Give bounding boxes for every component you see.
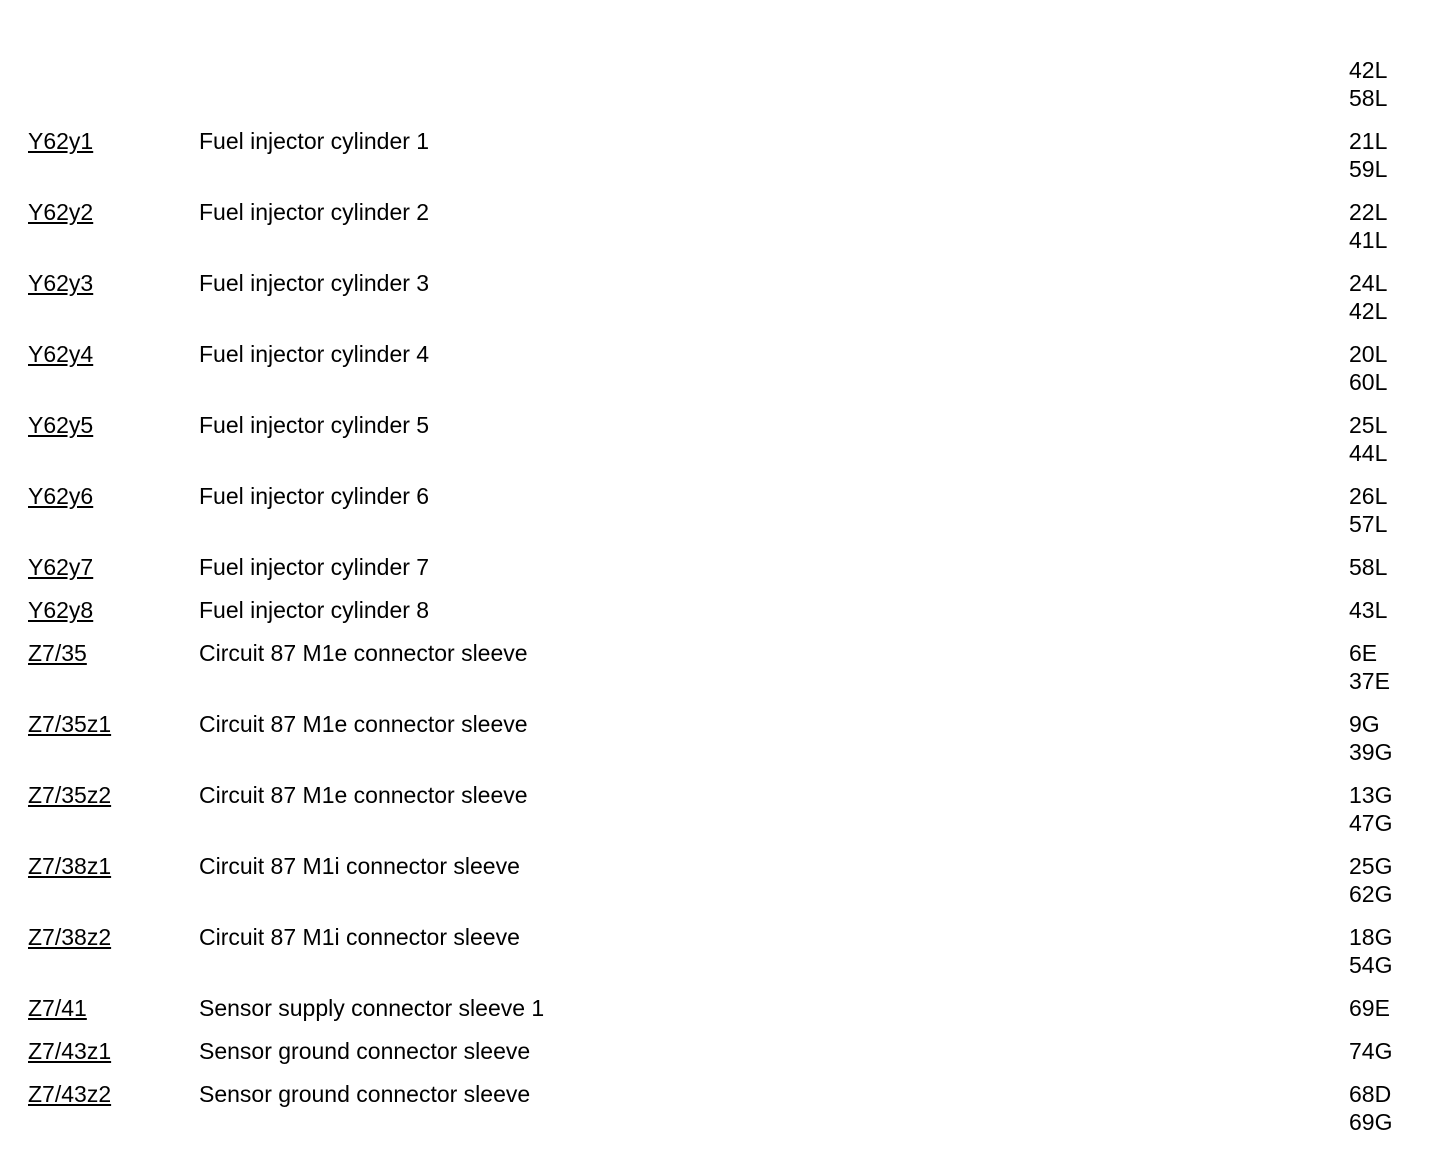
grid-location: 58L xyxy=(1349,85,1388,111)
grid-location: 68D xyxy=(1349,1081,1392,1107)
list-item xyxy=(0,127,1456,198)
grid-location: 21L xyxy=(1349,128,1388,154)
grid-location: 22L xyxy=(1349,199,1388,225)
component-code-link[interactable]: Z7/38z2 xyxy=(28,924,112,950)
component-description: Fuel injector cylinder 4 xyxy=(199,341,430,367)
grid-location: 62G xyxy=(1349,881,1393,907)
grid-location: 24L xyxy=(1349,270,1388,296)
list-item xyxy=(0,198,1456,269)
component-code-link[interactable]: Z7/43z2 xyxy=(28,1081,112,1107)
grid-locations xyxy=(1349,340,1387,396)
grid-location: 37E xyxy=(1349,668,1390,694)
grid-location: 60L xyxy=(1349,369,1388,395)
component-code-link[interactable]: Y62y3 xyxy=(28,270,94,296)
list-item xyxy=(0,56,1456,127)
grid-location: 42L xyxy=(1349,57,1388,83)
component-code-link[interactable]: Y62y4 xyxy=(28,341,94,367)
component-code-link[interactable]: Y62y1 xyxy=(28,128,94,154)
component-description: Fuel injector cylinder 3 xyxy=(199,270,430,296)
grid-locations xyxy=(1349,411,1387,467)
component-description: Circuit 87 M1i connector sleeve xyxy=(199,853,520,879)
component-description: Fuel injector cylinder 2 xyxy=(199,199,430,225)
component-code-link[interactable]: Y62y2 xyxy=(28,199,94,225)
grid-location: 25L xyxy=(1349,412,1388,438)
component-description: Fuel injector cylinder 5 xyxy=(199,412,430,438)
list-item xyxy=(0,340,1456,411)
component-description: Circuit 87 M1e connector sleeve xyxy=(199,711,528,737)
component-code-link[interactable]: Z7/35 xyxy=(28,640,87,666)
list-item xyxy=(0,411,1456,482)
component-code-link[interactable]: Z7/35z2 xyxy=(28,782,112,808)
component-list xyxy=(0,56,1456,1151)
grid-locations xyxy=(1349,781,1392,837)
list-item xyxy=(0,781,1456,852)
grid-locations xyxy=(1349,994,1390,1022)
list-item xyxy=(0,269,1456,340)
grid-locations xyxy=(1349,127,1387,183)
grid-locations xyxy=(1349,1080,1392,1136)
grid-location: 26L xyxy=(1349,483,1388,509)
grid-location: 39G xyxy=(1349,739,1393,765)
grid-location: 69G xyxy=(1349,1109,1393,1135)
grid-location: 20L xyxy=(1349,341,1388,367)
component-code-link[interactable]: Y62y6 xyxy=(28,483,94,509)
grid-locations xyxy=(1349,923,1392,979)
component-code-link[interactable]: Y62y5 xyxy=(28,412,94,438)
grid-locations xyxy=(1349,710,1392,766)
component-description: Sensor ground connector sleeve xyxy=(199,1081,531,1107)
list-item xyxy=(0,553,1456,596)
grid-locations xyxy=(1349,269,1387,325)
component-code-link[interactable]: Z7/38z1 xyxy=(28,853,112,879)
grid-location: 74G xyxy=(1349,1038,1393,1064)
grid-location: 41L xyxy=(1349,227,1388,253)
list-item xyxy=(0,1080,1456,1151)
list-item xyxy=(0,1037,1456,1080)
grid-location: 47G xyxy=(1349,810,1393,836)
grid-locations xyxy=(1349,198,1387,254)
list-item xyxy=(0,923,1456,994)
grid-locations xyxy=(1349,482,1387,538)
grid-location: 43L xyxy=(1349,597,1388,623)
component-code-link[interactable]: Z7/35z1 xyxy=(28,711,112,737)
list-item xyxy=(0,994,1456,1037)
grid-location: 13G xyxy=(1349,782,1393,808)
component-description: Fuel injector cylinder 6 xyxy=(199,483,430,509)
component-description: Fuel injector cylinder 1 xyxy=(199,128,430,154)
grid-locations xyxy=(1349,852,1392,908)
grid-location: 54G xyxy=(1349,952,1393,978)
list-item xyxy=(0,639,1456,710)
grid-location: 44L xyxy=(1349,440,1388,466)
component-description: Circuit 87 M1e connector sleeve xyxy=(199,782,528,808)
grid-locations xyxy=(1349,639,1390,695)
grid-location: 18G xyxy=(1349,924,1393,950)
grid-location: 42L xyxy=(1349,298,1388,324)
grid-location: 69E xyxy=(1349,995,1390,1021)
grid-location: 57L xyxy=(1349,511,1388,537)
grid-locations xyxy=(1349,553,1387,581)
grid-location: 9G xyxy=(1349,711,1380,737)
component-code-link[interactable]: Z7/43z1 xyxy=(28,1038,112,1064)
component-code-link[interactable]: Y62y7 xyxy=(28,554,94,580)
component-code-link[interactable]: Z7/41 xyxy=(28,995,87,1021)
grid-locations xyxy=(1349,596,1387,624)
component-description: Sensor supply connector sleeve 1 xyxy=(199,995,545,1021)
list-item xyxy=(0,596,1456,639)
list-item xyxy=(0,852,1456,923)
grid-location: 6E xyxy=(1349,640,1378,666)
component-description: Fuel injector cylinder 8 xyxy=(199,597,430,623)
grid-locations xyxy=(1349,56,1387,112)
list-item xyxy=(0,482,1456,553)
grid-location: 59L xyxy=(1349,156,1388,182)
component-description: Circuit 87 M1i connector sleeve xyxy=(199,924,520,950)
component-code-link[interactable]: Y62y8 xyxy=(28,597,94,623)
component-description: Sensor ground connector sleeve xyxy=(199,1038,531,1064)
grid-locations xyxy=(1349,1037,1392,1065)
list-item xyxy=(0,710,1456,781)
grid-location: 25G xyxy=(1349,853,1393,879)
grid-location: 58L xyxy=(1349,554,1388,580)
component-description: Circuit 87 M1e connector sleeve xyxy=(199,640,528,666)
component-description: Fuel injector cylinder 7 xyxy=(199,554,430,580)
